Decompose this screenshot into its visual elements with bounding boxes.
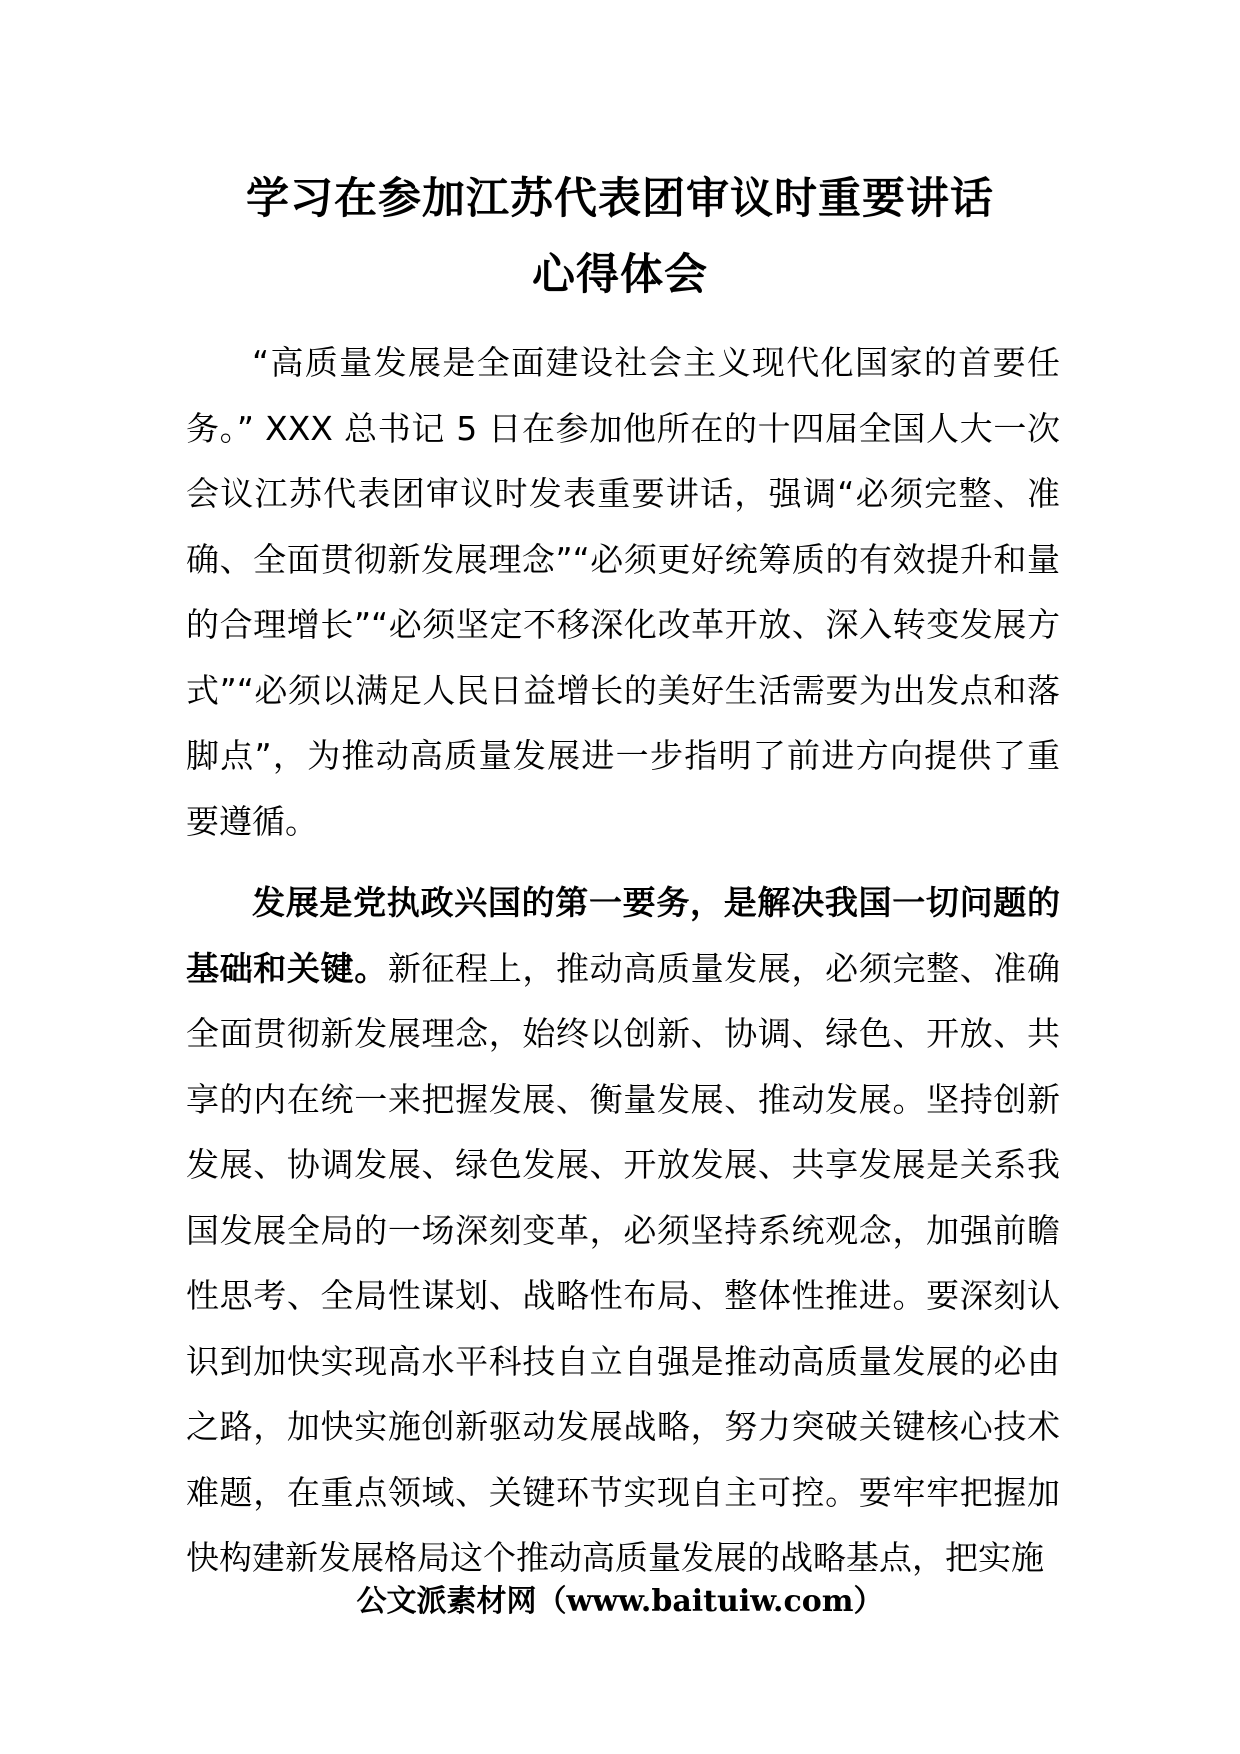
paragraph-2 (186, 870, 1060, 1591)
footer-watermark: 公文派素材网（www.baituiw.com） (356, 1584, 884, 1619)
paragraph-1: “高质量发展是全面建设社会主义现代化国家的首要任务。” XXX 总书记 5 日在参加他所在的十四届全国人大一次会议江苏代表团审议时发表重要讲话，强调“必须完整、准确、全面贯彻新发展理念”“必须更好统筹质的有效提升和量的合理增长”“必须坚定不移深化改革开放、深入转变发展方式”“必须以满足人民日益增长的美好生活需要为出发点和落脚点”，为推动高质量发展进一步指明了前进方向提供了重要遵循。 (186, 343, 1060, 841)
paragraph-2-body: 新征程上，推动高质量发展，必须完整、准确全面贯彻新发展理念，始终以创新、协调、绿色、开放、共享的内在统一来把握发展、衡量发展、推动发展。坚持创新发展、协调发展、绿色发展、开放发展、共享发展是关系我国发展全局的一场深刻变革，必须坚持系统观念，加强前瞻性思考、全局性谋划、战略性布局、整体性推进。要深刻认识到加快实现高水平科技自立自强是推动高质量发展的必由之路，加快实施创新驱动发展战略，努力突破关键核心技术难题，在重点领域、关键环节实现自主可控。要牢牢把握加快构建新发展格局这个推动高质量发展的战略基点，把实施 (186, 948, 1061, 1577)
document-title-line2: 心得体会 (532, 250, 708, 300)
paragraph-2-lead: 发展是党执政兴国的第一要务，是解决我国一切问题的基础和关键。 (186, 883, 1060, 988)
document-title-line1: 学习在参加江苏代表团审议时重要讲话 (246, 174, 994, 224)
